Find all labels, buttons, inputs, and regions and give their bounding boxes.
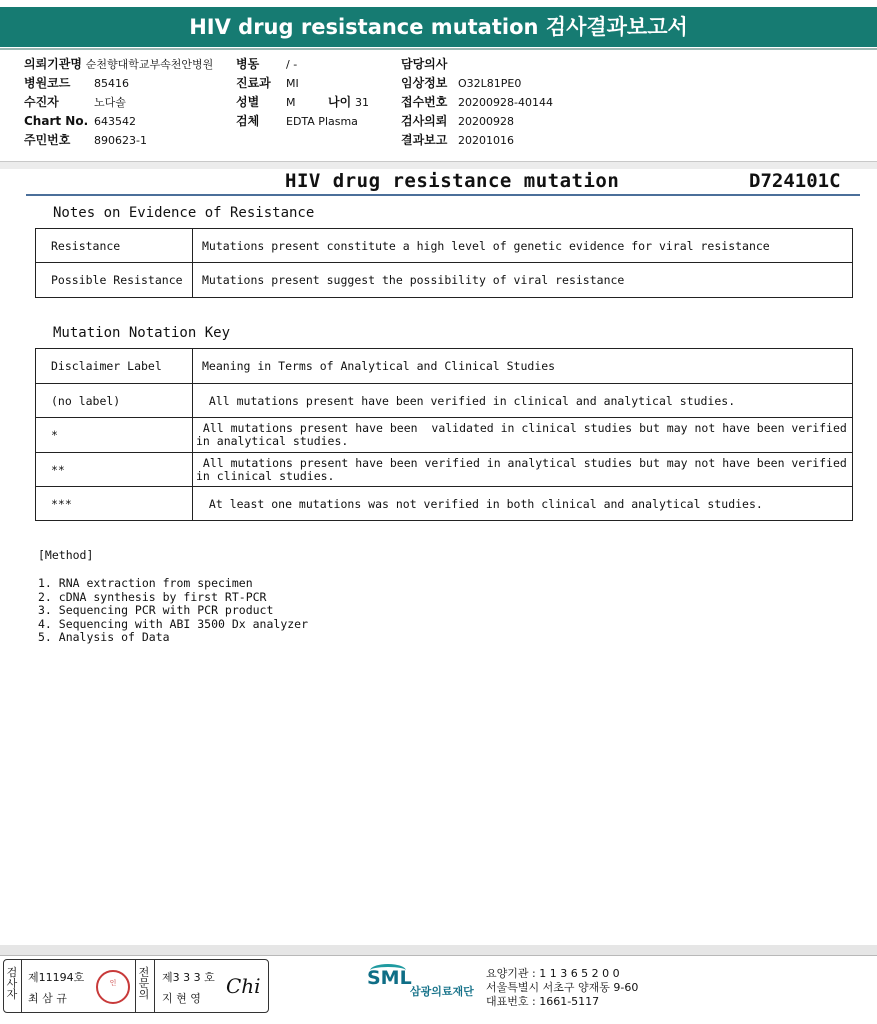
evidence-label: Possible Resistance <box>36 263 193 298</box>
expert-vertical-label: 전 문 의 <box>138 966 150 1001</box>
info-row-specimen: 검체 EDTA Plasma <box>236 114 358 128</box>
org-contact-info <box>486 967 638 1009</box>
evidence-label: Resistance <box>36 229 193 263</box>
notation-label: ** <box>36 453 193 487</box>
tester-name: 최 삼 규 <box>28 992 67 1005</box>
notation-heading: Mutation Notation Key <box>53 325 231 341</box>
care-institution-no: 요양기관 : 1 1 3 6 5 2 0 0 <box>486 967 620 980</box>
org-address: 서울특별시 서초구 양재동 9-60 <box>486 981 639 994</box>
table-row <box>36 229 853 263</box>
table-row <box>36 418 853 453</box>
sign-divider <box>154 960 155 1012</box>
notation-header-meaning: Meaning in Terms of Analytical and Clinical Studies <box>193 349 853 384</box>
info-row-receipt-no: 접수번호 20200928-40144 <box>401 95 553 109</box>
sign-divider <box>21 960 22 1012</box>
signature-icon: Chi <box>226 974 261 998</box>
notation-meaning-line1: All mutations present have been verified in analytical studies but may not have been verified <box>196 455 847 470</box>
patient-info-right <box>401 55 601 150</box>
method-step: 4. Sequencing with ABI 3500 Dx analyzer <box>38 616 309 631</box>
report-header-title: HIV drug resistance mutation 검사결과보고서 <box>0 7 877 47</box>
method-step: 3. Sequencing PCR with PCR product <box>38 603 274 617</box>
sml-logo: SML <box>367 967 412 989</box>
notation-label: * <box>36 418 193 453</box>
table-row <box>36 453 853 487</box>
evidence-meaning: Mutations present constitute a high level of genetic evidence for viral resistance <box>193 229 853 263</box>
notation-meaning-line2: in analytical studies. <box>196 434 349 448</box>
info-row-chart-no: Chart No. 643542 <box>24 114 136 128</box>
notation-meaning <box>193 453 853 487</box>
info-row-clinical: 임상정보 O32L81PE0 <box>401 76 522 90</box>
table-row <box>36 263 853 298</box>
notation-meaning: At least one mutations was not verified in both clinical and analytical studies. <box>193 487 853 521</box>
info-row-report-date: 결과보고 20201016 <box>401 133 514 147</box>
info-row-requester: 의뢰기관명 순천향대학교부속천안병원 <box>24 57 214 71</box>
info-row-sex-age: 성별 M 나이 31 <box>236 95 370 109</box>
expert-license-no: 제3 3 3 호 <box>162 971 215 984</box>
evidence-table <box>35 228 853 298</box>
title-rule <box>26 194 860 196</box>
method-step: 2. cDNA synthesis by first RT-PCR <box>38 589 267 604</box>
info-row-hospital-code: 병원코드 85416 <box>24 76 129 90</box>
table-row <box>36 384 853 418</box>
expert-name: 지 현 영 <box>162 992 201 1005</box>
method-heading: [Method] <box>38 548 94 562</box>
table-row <box>36 349 853 384</box>
org-name: 삼광의료재단 <box>410 985 474 998</box>
report-title: HIV drug resistance mutation <box>285 170 620 192</box>
notation-meaning-line1: All mutations present have been validated in clinical studies but may not have been verified <box>196 421 847 435</box>
info-row-doctor: 담당의사 <box>401 57 448 71</box>
notation-meaning-line2: in clinical studies. <box>196 468 335 483</box>
notation-meaning <box>193 418 853 453</box>
notation-table <box>35 348 853 521</box>
patient-info-middle <box>236 55 386 131</box>
info-row-id-no: 주민번호 890623-1 <box>24 133 147 147</box>
info-row-ward: 병동 / - <box>236 57 298 71</box>
notation-label: *** <box>36 487 193 521</box>
tester-license-no: 제11194호 <box>28 971 85 984</box>
org-phone: 대표번호 : 1661-5117 <box>486 995 600 1008</box>
info-row-patient: 수진자 노다솔 <box>24 95 126 109</box>
method-step: 5. Analysis of Data <box>38 630 170 644</box>
notation-meaning: All mutations present have been verified in clinical and analytical studies. <box>193 384 853 418</box>
section-separator <box>0 161 877 169</box>
footer-band <box>0 945 877 956</box>
method-list <box>38 577 308 645</box>
table-row <box>36 487 853 521</box>
method-step: 1. RNA extraction from specimen <box>38 576 253 590</box>
evidence-heading: Notes on Evidence of Resistance <box>53 205 315 221</box>
sign-divider <box>135 960 136 1012</box>
info-row-request-date: 검사의뢰 20200928 <box>401 114 514 128</box>
official-seal-icon: 인 <box>96 970 130 1004</box>
notation-label: (no label) <box>36 384 193 418</box>
tester-vertical-label: 검 사 자 <box>6 966 18 1001</box>
notation-header-label: Disclaimer Label <box>36 349 193 384</box>
signature-box <box>3 959 269 1013</box>
report-code: D724101C <box>749 170 841 192</box>
evidence-meaning: Mutations present suggest the possibility of viral resistance <box>193 263 853 298</box>
info-row-department: 진료과 MI <box>236 76 299 90</box>
patient-info-left <box>24 55 224 150</box>
header-divider <box>0 48 877 50</box>
